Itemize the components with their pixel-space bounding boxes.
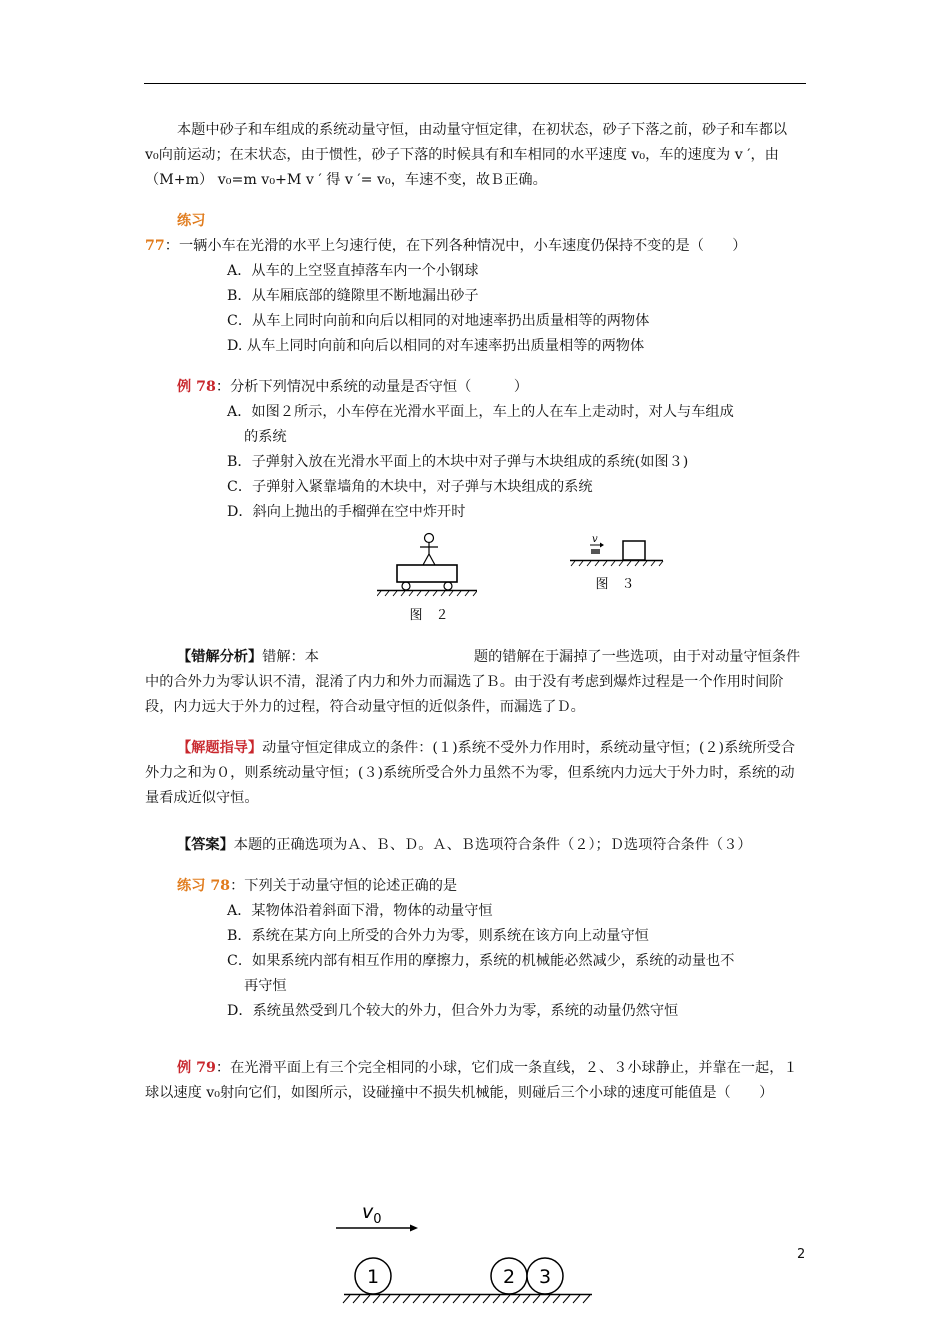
bullet-velocity-label: v <box>592 534 598 545</box>
exercise-78-label: 练习 78 <box>177 878 231 894</box>
figure-2-cart <box>377 527 477 642</box>
wrong-analysis-lead: 错解：本 <box>262 649 319 665</box>
ball-1-label: 1 <box>366 1266 380 1288</box>
wrong-analysis <box>145 645 805 720</box>
intro-paragraph: 本题中砂子和车组成的系统动量守恒，由动量守恒定律，在初状态，砂子下落之前，砂子和车都以 v₀向前运动；在末状态，由于惯性，砂子下落的时候具有和车相同的水平速度 v₀，车的速度为 v ′，由（M+m） v₀=m v₀+M v ′ 得 v ′= v₀，车速不变，故Ｂ正确。 <box>145 122 788 188</box>
exercise-78-option-b: B．系统在某方向上所受的合外力为零，则系统在该方向上动量守恒 <box>227 928 649 944</box>
wood-block <box>623 541 645 560</box>
exercise-77-question: ：一辆小车在光滑的水平上匀速行使，在下列各种情况中，小车速度仍保持不变的是（ ） <box>164 238 747 254</box>
bullet <box>591 549 600 554</box>
exercise-78-option-c-cont: 再守恒 <box>244 978 287 994</box>
figure-3-caption: 图 ３ <box>595 577 635 592</box>
wrong-analysis-text: 题的错解在于漏掉了一些选项，由于对动量守恒条件中的合外力为零认识不清，混淆了内力和外力而漏选了Ｂ。由于没有考虑到爆炸过程是一个作用时间阶段，内力远大于外力的过程，符合动量守恒的近似条件，而漏选了Ｄ。 <box>145 649 801 715</box>
exercise-78-option-d: D．系统虽然受到几个较大的外力，但合外力为零，系统的动量仍然守恒 <box>227 1003 679 1019</box>
exercise-77-option-c: C．从车上同时向前和向后以相同的对地速率扔出质量相等的两物体 <box>227 313 650 329</box>
example-78-option-d: D．斜向上抛出的手榴弹在空中炸开时 <box>227 504 466 520</box>
example-79-question: ：在光滑平面上有三个完全相同的小球，它们成一条直线，２、３小球静止，并靠在一起，１球以速度 v₀射向它们，如图所示，设碰撞中不损失机械能，则碰后三个小球的速度可能值是（ ） <box>145 1060 798 1101</box>
exercise-78-option-a: A．某物体沿着斜面下滑，物体的动量守恒 <box>227 903 493 919</box>
solution-guide <box>145 736 805 811</box>
example-78-option-a-cont: 的系统 <box>244 429 287 445</box>
exercise-77-label: 练习 77 <box>145 213 206 254</box>
header-rule <box>144 83 806 84</box>
exercise-78-option-c: C．如果系统内部有相互作用的摩擦力，系统的机械能必然减少，系统的动量也不 <box>227 953 735 969</box>
figure-79-balls <box>330 1196 600 1316</box>
exercise-77-option-a: A．从车的上空竖直掉落车内一个小钢球 <box>227 263 479 279</box>
example-79-label: 例 79 <box>177 1060 216 1076</box>
figure-2-caption: 图 ２ <box>409 608 449 623</box>
exercise-77-stem <box>145 209 805 259</box>
example-78-stem <box>145 375 805 400</box>
figure-row-78 <box>145 525 805 645</box>
example-79-stem <box>145 1056 805 1106</box>
exercise-77-option-d: D. 从车上同时向前和向后以相同的对车速率扔出质量相等的两物体 <box>227 338 645 354</box>
example-78-option-b: B．子弹射入放在光滑水平面上的木块中对子弹与木块组成的系统(如图３) <box>227 454 689 470</box>
example-78-label: 例 78 <box>177 379 216 395</box>
page-number: 2 <box>797 1247 806 1262</box>
solution-guide-text: 动量守恒定律成立的条件：(１)系统不受外力作用时，系统动量守恒；(２)系统所受合外力之和为０，则系统动量守恒；(３)系统所受合外力虽然不为零，但系统内力远大于外力时，系统的动量看成近似守恒。 <box>145 740 796 806</box>
solution-guide-label: 【解题指导】 <box>177 740 263 756</box>
answer <box>145 833 805 858</box>
exercise-78-stem <box>145 874 805 899</box>
example-78-question: ：分析下列情况中系统的动量是否守恒（ ） <box>215 379 529 395</box>
exercise-78-question: ：下列关于动量守恒的论述正确的是 <box>230 878 458 894</box>
exercise-77-option-b: B．从车厢底部的缝隙里不断地漏出砂子 <box>227 288 479 304</box>
figure-3-bullet-block <box>570 527 670 607</box>
example-78-option-c: C．子弹射入紧靠墙角的木块中，对子弹与木块组成的系统 <box>227 479 593 495</box>
v0-label: $v_0$ <box>362 1201 382 1227</box>
cart-body <box>397 565 457 582</box>
ball-2-label: 2 <box>502 1266 516 1288</box>
answer-text: 本题的正确选项为Ａ、Ｂ、Ｄ。Ａ、Ｂ选项符合条件（２）；Ｄ选项符合条件（３） <box>233 837 752 853</box>
answer-label: 【答案】 <box>177 837 234 853</box>
person-head <box>425 534 434 543</box>
ball-3-label: 3 <box>538 1266 552 1288</box>
example-78-option-a: A．如图２所示，小车停在光滑水平面上，车上的人在车上走动时，对人与车组成 <box>227 404 734 420</box>
document-body <box>145 118 805 1106</box>
wrong-analysis-label: 【错解分析】 <box>177 649 263 665</box>
